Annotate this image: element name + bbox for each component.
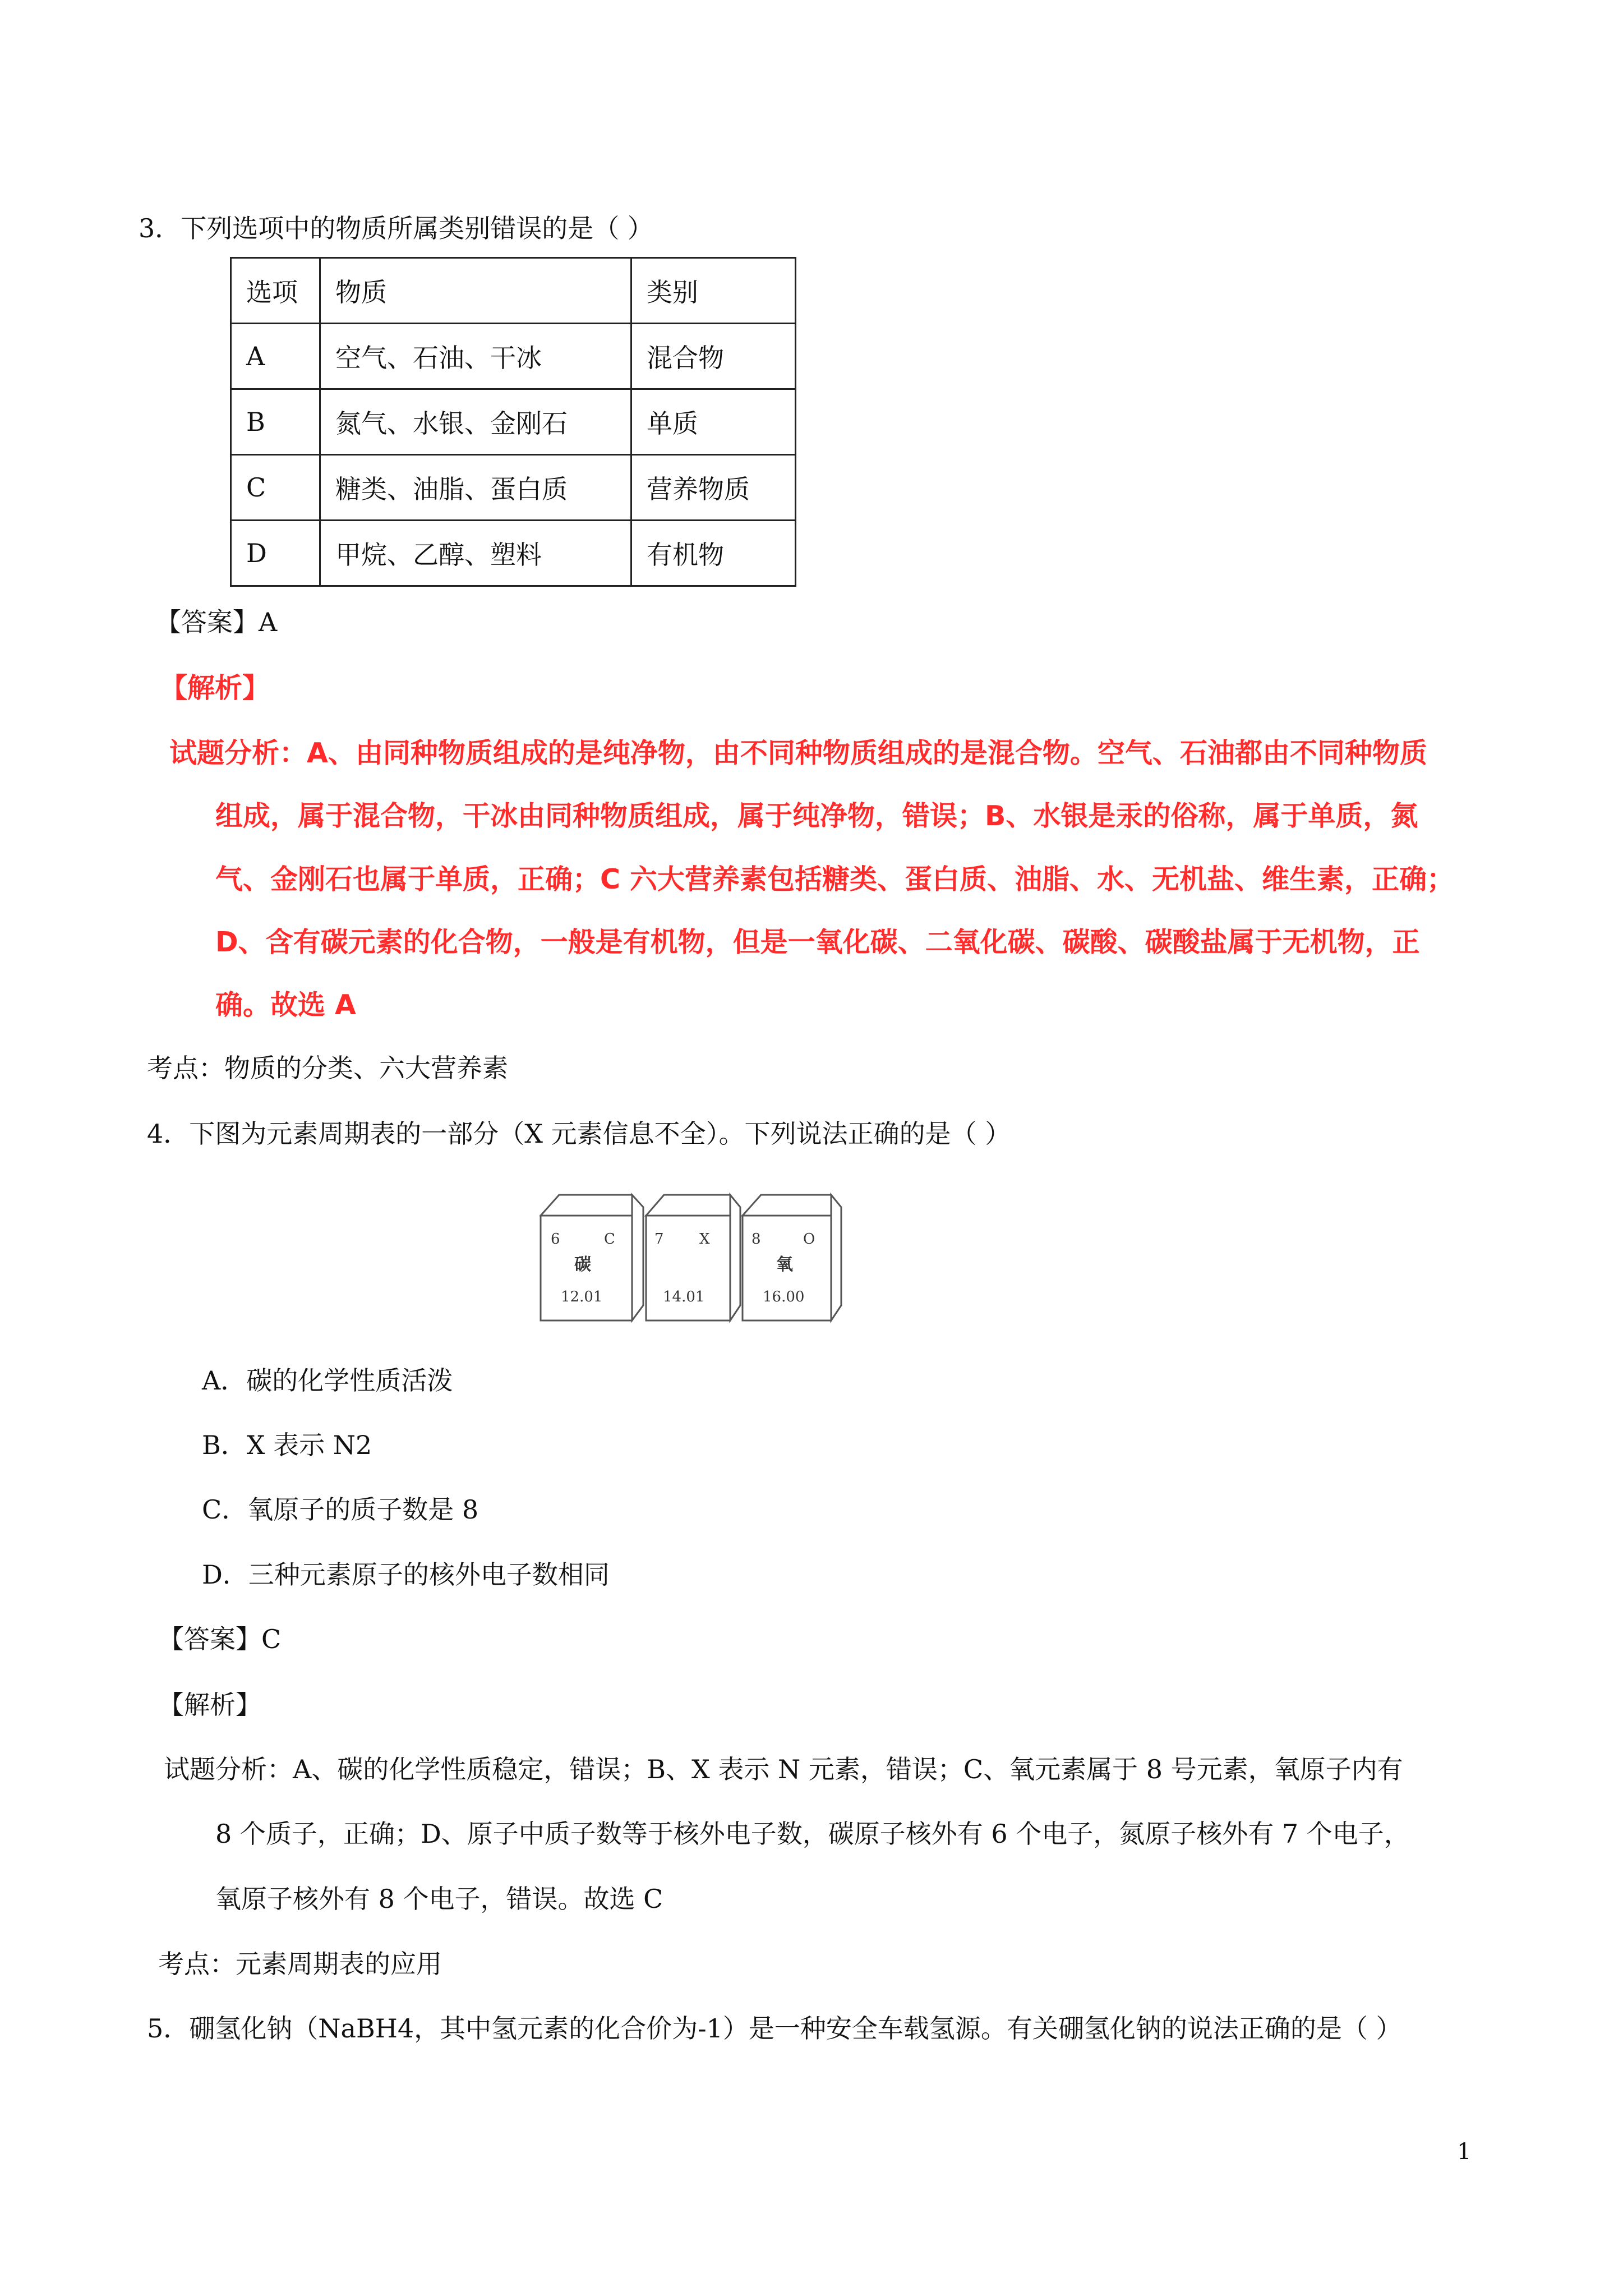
table-cell: A [231, 324, 320, 389]
element-symbol: X [699, 1231, 710, 1248]
q4-option: C．氧原子的质子数是 8 [202, 1494, 479, 1525]
q4-analysis-line: 试题分析：A、碳的化学性质稳定，错误；B、X 表示 N 元素，错误；C、氧元素属于 8 号元素，氧原子内有 [164, 1754, 1403, 1784]
table-cell: 单质 [631, 389, 796, 455]
q5-stem: 5．硼氢化钠（NaBH4，其中氢元素的化合价为-1）是一种安全车载氢源。有关硼氢化钠的说法正确的是（ ） [147, 2013, 1402, 2044]
table-row [231, 324, 796, 389]
element-mass: 12.01 [561, 1289, 603, 1305]
q4-kaodian: 考点：元素周期表的应用 [158, 1949, 442, 1979]
q3-analysis-title: 【解析】 [160, 672, 270, 704]
element-number: 7 [654, 1231, 664, 1248]
element-number: 6 [551, 1231, 560, 1248]
q3-stem: 3．下列选项中的物质所属类别错误的是（ ） [139, 213, 653, 243]
element-number: 8 [751, 1231, 761, 1248]
q4-analysis-line: 氧原子核外有 8 个电子，错误。故选 C [215, 1884, 663, 1914]
table-cell: 甲烷、乙醇、塑料 [320, 521, 631, 586]
element-name: 氧 [776, 1255, 793, 1274]
q3-answer: 【答案】A [155, 607, 278, 637]
table-cell: 空气、石油、干冰 [320, 324, 631, 389]
element-symbol: C [604, 1231, 615, 1248]
q4-option: A．碳的化学性质活泼 [202, 1365, 453, 1396]
table-row [231, 455, 796, 521]
q4-analysis-title: 【解析】 [158, 1690, 261, 1720]
q3-analysis-line: 确。故选 A [215, 989, 356, 1021]
table-cell: 营养物质 [631, 455, 796, 521]
table-row [231, 389, 796, 455]
q4-stem: 4．下图为元素周期表的一部分（X 元素信息不全）。下列说法正确的是（ ） [147, 1119, 1011, 1149]
table-header-cell: 类别 [631, 258, 796, 324]
q3-analysis-line: 组成，属于混合物，干冰由同种物质组成，属于纯净物，错误；B、水银是汞的俗称，属于单质，氮 [215, 800, 1418, 832]
q3-table [230, 257, 796, 587]
element-mass: 16.00 [763, 1289, 805, 1305]
table-cell: 混合物 [631, 324, 796, 389]
table-cell: 氮气、水银、金刚石 [320, 389, 631, 455]
q3-analysis-line: D、含有碳元素的化合物，一般是有机物，但是一氧化碳、二氧化碳、碳酸、碳酸盐属于无机物，正 [215, 926, 1420, 958]
table-cell: B [231, 389, 320, 455]
element-mass: 14.01 [663, 1289, 705, 1305]
element-name: 碳 [574, 1255, 591, 1274]
element-symbol: O [803, 1231, 815, 1248]
table-header-cell: 选项 [231, 258, 320, 324]
table-cell: 糖类、油脂、蛋白质 [320, 455, 631, 521]
page-number: 1 [1457, 2139, 1472, 2165]
table-header-cell: 物质 [320, 258, 631, 324]
table-cell: 有机物 [631, 521, 796, 586]
periodic-table-fragment [540, 1190, 842, 1325]
q3-analysis-line: 试题分析：A、由同种物质组成的是纯净物，由不同种物质组成的是混合物。空气、石油都由不同种物质 [169, 737, 1427, 769]
q3-kaodian: 考点：物质的分类、六大营养素 [147, 1053, 508, 1083]
table-header-row [231, 258, 796, 324]
table-cell: C [231, 455, 320, 521]
q3-analysis-line: 气、金刚石也属于单质，正确；C 六大营养素包括糖类、蛋白质、油脂、水、无机盐、维生素，正确； [215, 863, 1455, 895]
table-cell: D [231, 521, 320, 586]
q4-answer: 【答案】C [158, 1624, 282, 1654]
q4-option: D．三种元素原子的核外电子数相同 [202, 1559, 610, 1590]
q4-option: B．X 表示 N2 [202, 1430, 372, 1460]
q4-analysis-line: 8 个质子，正确；D、原子中质子数等于核外电子数，碳原子核外有 6 个电子，氮原子核外有 7 个电子， [215, 1819, 1410, 1849]
table-row [231, 521, 796, 586]
